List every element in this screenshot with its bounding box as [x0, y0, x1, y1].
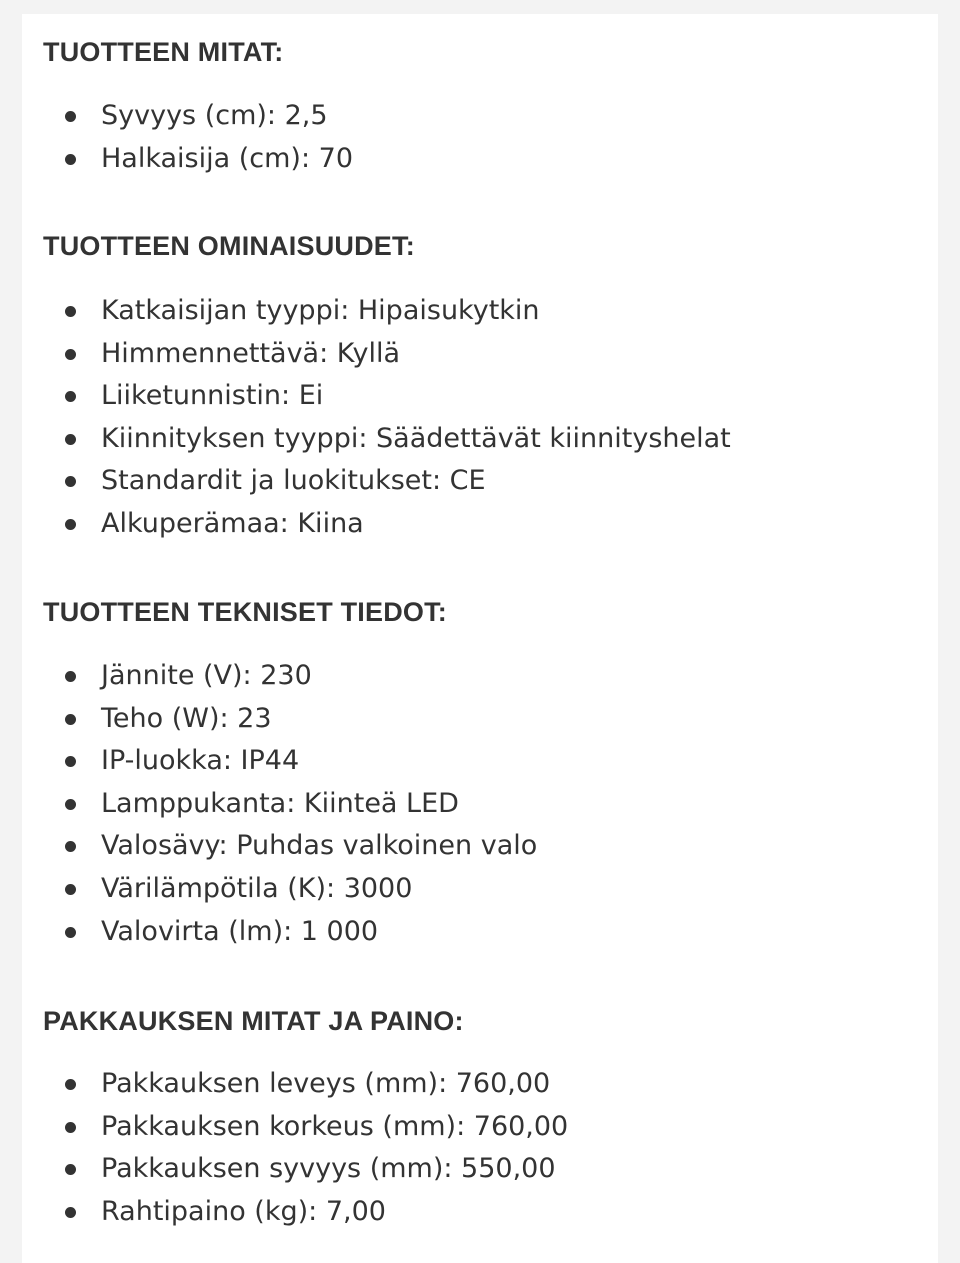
section-heading: TUOTTEEN OMINAISUUDET:: [43, 231, 415, 261]
list-item: [22, 911, 938, 954]
bullet-icon: [65, 154, 76, 165]
list-item-text: IP-luokka: IP44: [101, 745, 300, 777]
spec-list: [22, 1063, 938, 1233]
bullet-icon: [65, 714, 76, 725]
list-item: [22, 740, 938, 783]
section-heading: PAKKAUKSEN MITAT JA PAINO:: [43, 1006, 464, 1036]
list-item: [22, 460, 938, 503]
list-item: [22, 138, 938, 181]
list-item-text: Valovirta (lm): 1 000: [101, 915, 379, 947]
list-item-text: Halkaisija (cm): 70: [101, 142, 354, 174]
list-item-text: Lamppukanta: Kiinteä LED: [101, 787, 459, 819]
list-item: [22, 1063, 938, 1106]
bullet-icon: [65, 841, 76, 852]
list-item-text: Alkuperämaa: Kiina: [101, 507, 364, 539]
bullet-icon: [65, 1207, 76, 1218]
bullet-icon: [65, 671, 76, 682]
list-item: [22, 333, 938, 376]
list-item: [22, 1106, 938, 1149]
list-item-text: Jännite (V): 230: [101, 660, 312, 691]
list-item: [22, 655, 938, 698]
bullet-icon: [65, 756, 76, 767]
list-item-text: Teho (W): 23: [101, 702, 272, 734]
list-item: [22, 503, 938, 546]
list-item: [22, 95, 938, 138]
list-item: [22, 290, 938, 333]
spec-list: [22, 290, 938, 546]
bullet-icon: [65, 349, 76, 360]
bullet-icon: [65, 1122, 76, 1133]
list-item-text: Värilämpötila (K): 3000: [101, 872, 413, 904]
list-item-text: Katkaisijan tyyppi: Hipaisukytkin: [101, 295, 540, 326]
list-item-text: Rahtipaino (kg): 7,00: [101, 1195, 386, 1227]
list-item: [22, 418, 938, 461]
bullet-icon: [65, 391, 76, 402]
list-item-text: Pakkauksen syvyys (mm): 550,00: [101, 1153, 556, 1185]
list-item-text: Syvyys (cm): 2,5: [101, 100, 328, 131]
bullet-icon: [65, 1079, 76, 1090]
spec-list: [22, 655, 938, 953]
section-heading: TUOTTEEN TEKNISET TIEDOT:: [43, 597, 448, 627]
list-item-text: Standardit ja luokitukset: CE: [101, 465, 486, 497]
list-item-text: Liiketunnistin: Ei: [101, 380, 324, 412]
list-item-text: Pakkauksen leveys (mm): 760,00: [101, 1068, 551, 1099]
list-item: [22, 1148, 938, 1191]
list-item-text: Valosävy: Puhdas valkoinen valo: [101, 830, 538, 862]
list-item: [22, 375, 938, 418]
bullet-icon: [65, 799, 76, 810]
section-heading: TUOTTEEN MITAT:: [43, 37, 284, 67]
list-item: [22, 698, 938, 741]
list-item-text: Kiinnityksen tyyppi: Säädettävät kiinnityshelat: [101, 422, 731, 454]
bullet-icon: [65, 476, 76, 487]
bullet-icon: [65, 884, 76, 895]
list-item-text: Himmennettävä: Kyllä: [101, 337, 401, 369]
list-item: [22, 783, 938, 826]
spec-list: [22, 95, 938, 180]
list-item: [22, 1191, 938, 1234]
bullet-icon: [65, 927, 76, 938]
bullet-icon: [65, 111, 76, 122]
product-details-panel: [22, 14, 938, 1263]
list-item: [22, 825, 938, 868]
bullet-icon: [65, 519, 76, 530]
bullet-icon: [65, 1164, 76, 1175]
list-item-text: Pakkauksen korkeus (mm): 760,00: [101, 1110, 569, 1142]
list-item: [22, 868, 938, 911]
bullet-icon: [65, 434, 76, 445]
bullet-icon: [65, 306, 76, 317]
